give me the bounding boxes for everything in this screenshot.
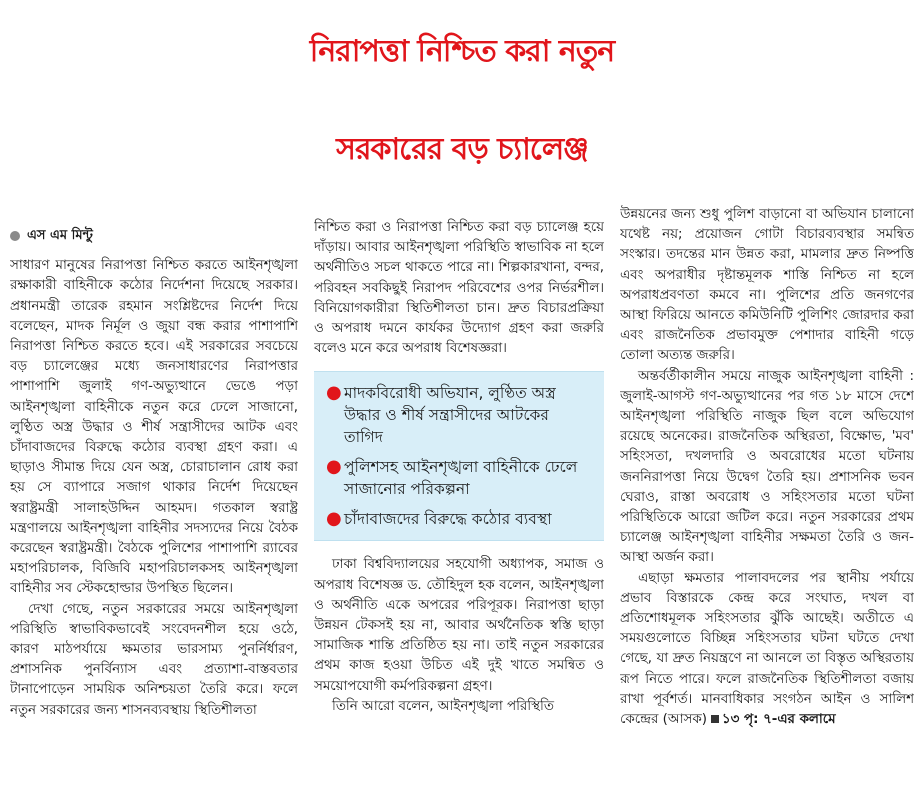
highlight-item: ● চাঁদাবাজদের বিরুদ্ধে কঠোর ব্যবস্থা (326, 508, 552, 530)
paragraph: দেখা গেছে, নতুন সরকারের সময়ে আইনশৃঙ্খলা পরিস্থিতি স্বাভাবিকভাবেই সংবেদনশীল হয়ে ওঠে, কারণ মাঠপর্যায়ে ক্ষমতার ভারসাম্য পুনর্নির্ধারণ, প্রশাসনিক পুনর্বিন্যাস এবং প্রত্যাশা-বাস্তবতার টানাপোড়েন সাময়িক অনিশ্চয়তা তৈরি করে। ফলে নতুন সরকারের জন্য শাসনব্যবস্থায় স্থিতিশীলতা (10, 601, 298, 718)
column-3 (620, 205, 914, 799)
column-1 (10, 222, 298, 799)
byline (10, 226, 298, 246)
highlight-item: ● পুলিশসহ আইনশৃঙ্খলা বাহিনীকে ঢেলে সাজানোর পরিকল্পনা (326, 456, 578, 499)
paragraph: সাধারণ মানুষের নিরাপত্তা নিশ্চিত করতে আইনশৃঙ্খলা রক্ষাকারী বাহিনীকে কঠোর নির্দেশনা দিয়েছে সরকার। প্রধানমন্ত্রী তারেক রহমান সংশ্লিষ্টদের নির্দেশ দিয়ে বলেছেন, মাদক নির্মূল ও জুয়া বন্ধ করার পাশাপাশি নিরাপত্তা নিশ্চিত করতে হবে। এই সরকারের সবচেয়ে বড় চ্যালেঞ্জের মধ্যে জনসাধারণের নিরাপত্তার পাশাপাশি জুলাই গণ-অভ্যুত্থানে ভেঙে পড়া আইনশৃঙ্খলা বাহিনীকে নতুন করে ঢেলে সাজানো, লুণ্ঠিত অস্ত্র উদ্ধার ও শীর্ষ সন্ত্রাসীদের আটক এবং চাঁদাবাজদের বিরুদ্ধে কঠোর ব্যবস্থা গ্রহণ করা। এ ছাড়াও সীমান্ত দিয়ে যেন অস্ত্র, চোরাচালান রোধ করা হয় সে ব্যাপারে সজাগ থাকার নির্দেশ দিয়েছেন স্বরাষ্ট্রমন্ত্রী সালাহউদ্দিন আহমদ। গতকাল স্বরাষ্ট্র মন্ত্রণালয়ে আইনশৃঙ্খলা বাহিনীর সদস্যদের নিয়ে বৈঠক করেছেন স্বরাষ্ট্রমন্ত্রী। বৈঠকে পুলিশের পাশাপাশি র‌্যাবের মহাপরিচালক, বিজিবি মহাপরিচালকসহ আইনশৃঙ্খলা বাহিনীর সব স্টেকহোল্ডার উপস্থিত ছিলেন। (10, 258, 298, 597)
column-2 (314, 218, 604, 799)
bullet-icon: ● (326, 382, 342, 404)
headline-line-2: সরকারের বড় চ্যালেঞ্জ (336, 132, 588, 167)
bullet-icon: ● (326, 508, 342, 530)
paragraph: অন্তর্বর্তীকালীন সময়ে নাজুক আইনশৃঙ্খলা বাহিনী : জুলাই-আগস্ট গণ-অভ্যুত্থানের পর গত ১৮ মাসে দেশে আইনশৃঙ্খলা পরিস্থিতি নাজুক ছিল বলে অভিযোগ রয়েছে অনেকের। রাজনৈতিক অস্থিরতা, বিক্ষোভ, 'মব' সহিংসতা, দখলদারি ও অবরোধের মতো ঘটনায় জননিরাপত্তা নিয়ে উদ্বেগ তৈরি হয়। প্রশাসনিক ভবন ঘেরাও, রাস্তা অবরোধ ও সহিংসতার মতো ঘটনা পরিস্থিতিকে আরো জটিল করে। নতুন সরকারের প্রথম চ্যালেঞ্জ আইনশৃঙ্খলা বাহিনীর সক্ষমতা তৈরি ও জন-আস্থা অর্জন করা। (620, 368, 914, 566)
bullet-icon: ● (326, 456, 342, 478)
highlight-item: ● মাদকবিরোধী অভিযান, লুণ্ঠিত অস্ত্র উদ্ধার ও শীর্ষ সন্ত্রাসীদের আটকের তাগিদ (326, 382, 556, 447)
square-icon (711, 715, 719, 723)
highlight-box (314, 371, 604, 541)
paragraph: এছাড়া ক্ষমতার পালাবদলের পর স্থানীয় পর্যায়ে প্রভাব বিস্তারকে কেন্দ্র করে সংঘাত, দখল বা প্রতিশোধমূলক সহিংসতার ঝুঁকি আছেই। অতীতে এ সময়গুলোতে বিচ্ছিন্ন সহিংসতার ঘটনা ঘটতে দেখা গেছে, যা দ্রুত নিয়ন্ত্রণে না আনলে তা বিস্তৃত অস্থিরতায় রূপ নিতে পারে। ফলে রাজনৈতিক স্থিতিশীলতা বজায় রাখা পূর্বশর্ত। মানবাধিকার সংগঠন আইন ও সালিশ কেন্দ্রের (আসক) ১৩ পৃ: ৭-এর কলামে (620, 570, 914, 728)
paragraph: তিনি আরো বলেন, আইনশৃঙ্খলা পরিস্থিতি (332, 698, 554, 714)
headline-line-1: নিরাপত্তা নিশ্চিত করা নতুন (309, 34, 615, 69)
continuation-note: ১৩ পৃ: ৭-এর কলামে (721, 712, 836, 728)
paragraph: উন্নয়নের জন্য শুধু পুলিশ বাড়ানো বা অভিযান চালানো যথেষ্ট নয়; প্রয়োজন গোটা বিচারব্যবস্থার সমন্বিত সংস্কার। তদন্তের মান উন্নত করা, মামলার দ্রুত নিষ্পত্তি এবং অপরাধীর দৃষ্টান্তমূলক শাস্তি নিশ্চিত না হলে অপরাধপ্রবণতা কমবে না। পুলিশের প্রতি জনগণের আস্থা ফিরিয়ে আনতে কমিউনিটি পুলিশিং জোরদার করা এবং রাজনৈতিক প্রভাবমুক্ত পেশাদার বাহিনী গড়ে তোলা অত্যন্ত জরুরি। (620, 207, 914, 364)
bullet-dot-icon (10, 231, 20, 241)
paragraph: নিশ্চিত করা ও নিরাপত্তা নিশ্চিত করা বড় চ্যালেঞ্জ হয়ে দাঁড়ায়। আবার আইনশৃঙ্খলা পরিস্থিতি স্বাভাবিক না হলে অর্থনীতিও সচল থাকতে পারে না। শিল্পকারখানা, বন্দর, পরিবহন সবকিছুই নিরাপদ পরিবেশের ওপর নির্ভরশীল। বিনিয়োগকারীরা স্থিতিশীলতা চান। দ্রুত বিচারপ্রক্রিয়া ও অপরাধ দমনে কার্যকর উদ্যোগ গ্রহণ করা জরুরি বলেও মনে করে অপরাধ বিশেষজ্ঞরা। (314, 220, 604, 357)
paragraph: ঢাকা বিশ্ববিদ্যালয়ের সহযোগী অধ্যাপক, সমাজ ও অপরাধ বিশেষজ্ঞ ড. তৌহিদুল হক বলেন, আইনশৃঙ্খলা ও অর্থনীতি একে অপরের পরিপূরক। নিরাপত্তা ছাড়া উন্নয়ন টেকসই হয় না, আবার অর্থনৈতিক স্বস্তি ছাড়া সামাজিক শান্তি প্রতিষ্ঠিত হয় না। তাই নতুন সরকারের প্রথম কাজ হওয়া উচিত এই দুই খাতে সমন্বিত ও সময়োপযোগী কর্মপরিকল্পনা গ্রহণ। (314, 557, 604, 694)
author-name: এস এম মিন্টু (27, 228, 93, 243)
